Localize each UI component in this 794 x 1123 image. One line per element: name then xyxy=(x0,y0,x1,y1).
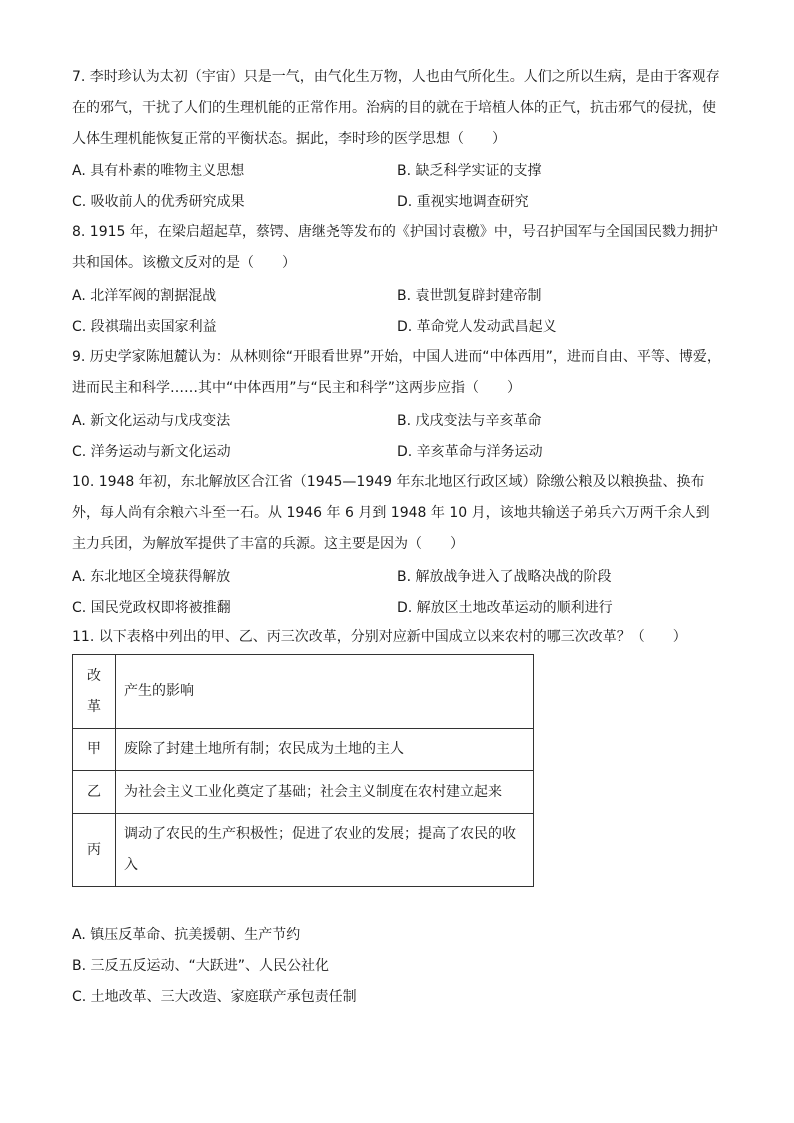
table-header-row xyxy=(73,655,534,729)
question-9-option-d: D. 辛亥革命与洋务运动 xyxy=(397,444,543,460)
question-8-option-a: A. 北洋军阀的割据混战 xyxy=(72,288,217,304)
table-cell-key: 丙 xyxy=(73,814,116,887)
question-7-option-c: C. 吸收前人的优秀研究成果 xyxy=(72,194,245,210)
reform-table xyxy=(72,654,534,887)
table-cell-impact: 废除了封建土地所有制；农民成为土地的主人 xyxy=(116,729,534,771)
question-7-stem: 7. 李时珍认为太初（宇宙）只是一气，由气化生万物，人也由气所化生。人们之所以生病，是由于客观存在的邪气，干扰了人们的生理机能的正常作用。治病的目的就在于培植人体的正气，抗击邪气的侵扰，使人体生理机能恢复正常的平衡状态。据此，李时珍的医学思想（ ） xyxy=(72,69,720,147)
table-header-impact: 产生的影响 xyxy=(116,655,534,729)
table-cell-key: 乙 xyxy=(73,771,116,814)
question-10-option-d: D. 解放区土地改革运动的顺利进行 xyxy=(397,600,613,616)
table-cell-impact: 为社会主义工业化奠定了基础；社会主义制度在农村建立起来 xyxy=(116,771,534,814)
question-11-option-c: C. 土地改革、三大改造、家庭联产承包责任制 xyxy=(72,989,357,1005)
table-cell-impact: 调动了农民的生产积极性；促进了农业的发展；提高了农民的收入 xyxy=(116,814,534,887)
question-11-stem: 11. 以下表格中列出的甲、乙、丙三次改革，分别对应新中国成立以来农村的哪三次改革？（ ） xyxy=(72,629,687,645)
question-9-option-b: B. 戊戌变法与辛亥革命 xyxy=(397,413,542,429)
question-11-option-b: B. 三反五反运动、“大跃进”、人民公社化 xyxy=(72,958,330,974)
question-10-option-b: B. 解放战争进入了战略决战的阶段 xyxy=(397,569,612,585)
table-header-reform: 改革 xyxy=(73,655,116,729)
question-7-option-d: D. 重视实地调查研究 xyxy=(397,194,529,210)
table-row xyxy=(73,729,534,771)
question-8-option-c: C. 段祺瑞出卖国家利益 xyxy=(72,319,217,335)
table-row xyxy=(73,771,534,814)
table-cell-key: 甲 xyxy=(73,729,116,771)
question-9-stem: 9. 历史学家陈旭麓认为：从林则徐“开眼看世界”开始，中国人进而“中体西用”，进而自由、平等、博爱，进而民主和科学……其中“中体西用”与“民主和科学”这两步应指（ ） xyxy=(72,349,721,396)
question-7-option-b: B. 缺乏科学实证的支撑 xyxy=(397,163,542,179)
table-row xyxy=(73,814,534,887)
question-8-option-d: D. 革命党人发动武昌起义 xyxy=(397,319,557,335)
question-10-option-c: C. 国民党政权即将被推翻 xyxy=(72,600,231,616)
question-10-option-a: A. 东北地区全境获得解放 xyxy=(72,569,231,585)
question-9-option-c: C. 洋务运动与新文化运动 xyxy=(72,444,231,460)
question-9-option-a: A. 新文化运动与戊戌变法 xyxy=(72,413,231,429)
question-7-option-a: A. 具有朴素的唯物主义思想 xyxy=(72,163,245,179)
question-8-option-b: B. 袁世凯复辟封建帝制 xyxy=(397,288,542,304)
question-11-option-a: A. 镇压反革命、抗美援朝、生产节约 xyxy=(72,927,301,943)
question-8-stem: 8. 1915 年，在梁启超起草，蔡锷、唐继尧等发布的《护国讨袁檄》中，号召护国军与全国国民戮力拥护共和国体。该檄文反对的是（ ） xyxy=(72,224,718,271)
question-10-stem: 10. 1948 年初，东北解放区合江省（1945—1949 年东北地区行政区域）除缴公粮及以粮换盐、换布外，每人尚有余粮六斗至一石。从 1946 年 6 月到 1948 年 10 月，该地共输送子弟兵六万两千余人到主力兵团，为解放军提供了丰富的兵源。这主要是因为（ ） xyxy=(72,474,710,552)
